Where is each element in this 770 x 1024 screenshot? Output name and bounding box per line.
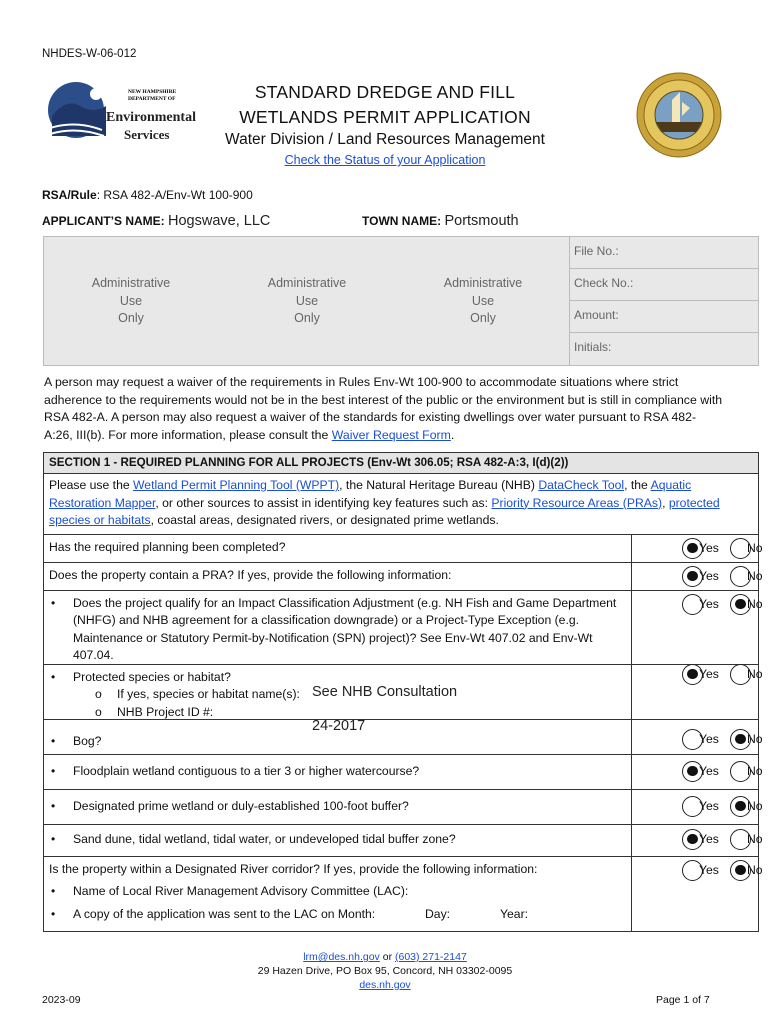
pra-link[interactable]: Priority Resource Areas (PRAs) [491, 495, 663, 510]
phone-link[interactable]: (603) 271-2147 [394, 951, 467, 963]
form-id: NHDES-W-06-012 [42, 48, 137, 60]
waiver-paragraph: A person may request a waiver of the requirements in Rules Env-Wt 100-900 to accommodate situations where strict adherence to the requirements would not be in the best interest of the public or the environment but is still in compliance with RSA 482-A. A person may also request a waiver of the standards for existing dwellings over water pursuant to RSA 482-A:26, III(b). For more information, please consult the Waiver Request Form. [44, 375, 723, 442]
yes-no-group [632, 826, 763, 856]
no-label: No [747, 763, 763, 778]
bullet: • [51, 669, 56, 684]
check-status-link[interactable]: Check the Status of your Application [284, 153, 486, 167]
question-text: Is the property within a Designated River corridor? If yes, provide the following information: [49, 861, 538, 876]
file-no-field: File No.: [570, 237, 759, 269]
website-link[interactable]: des.nh.gov [359, 979, 411, 991]
rsa-label: RSA/Rule [42, 188, 97, 202]
town-name-field[interactable]: Portsmouth [444, 213, 519, 229]
admin-cell-2: Administrative Use Only [267, 276, 347, 325]
sub-bullet: o [95, 687, 102, 701]
question-row [44, 665, 763, 720]
yes-label: Yes [699, 568, 719, 583]
question-text: Bog? [73, 733, 102, 748]
yes-no-group [632, 591, 763, 664]
yes-no-group [632, 535, 763, 562]
footer-address: 29 Hazen Drive, PO Box 95, Concord, NH 03302-0095 [257, 965, 513, 977]
revision-date: 2023-09 [42, 994, 81, 1006]
logo-line4: Services [124, 127, 170, 142]
fee-column [569, 237, 759, 365]
question-row [44, 535, 763, 563]
yes-label: Yes [699, 862, 719, 877]
bullet: • [51, 831, 56, 846]
email-link[interactable]: lrm@des.nh.gov [303, 951, 380, 963]
section-1 [43, 452, 763, 932]
question-row [44, 591, 763, 665]
question-row [44, 755, 763, 790]
yes-label: Yes [699, 666, 719, 681]
question-row [44, 825, 763, 857]
yes-no-group [632, 857, 763, 931]
nhb-project-id-field[interactable]: 24-2017 [312, 717, 366, 734]
town-label: TOWN NAME: [362, 214, 442, 228]
bullet: • [51, 798, 56, 813]
wppt-link[interactable]: Wetland Permit Planning Tool (WPPT) [133, 478, 340, 492]
logo-line2: DEPARTMENT OF [128, 96, 176, 102]
no-label: No [747, 798, 763, 813]
admin-cell-1: Administrative Use Only [91, 276, 171, 325]
section-1-heading: SECTION 1 - REQUIRED PLANNING FOR ALL PROJECTS (Env-Wt 306.05; RSA 482-A:3, I(d)(2)) [44, 453, 758, 474]
yes-no-group [632, 563, 763, 590]
question-text: Does the property contain a PRA? If yes, provide the following information: [44, 563, 632, 590]
lac-year-label: Year: [500, 906, 529, 921]
page-number: Page 1 of 7 [656, 994, 710, 1006]
amount-field: Amount: [570, 301, 759, 333]
title-line2: WETLANDS PERMIT APPLICATION [239, 107, 531, 127]
no-label: No [747, 596, 763, 611]
applicant-label: APPLICANT’S NAME: [42, 214, 165, 228]
question-row [44, 563, 763, 591]
question-text: Has the required planning been completed? [44, 535, 632, 562]
question-text: Does the project qualify for an Impact Classification Adjustment (e.g. NH Fish and Game Department (NHFG) and NHB agreement for a classification downgrade) or a Project-Type Exception (e.g. Maintenance or Statutory Permit-by-Notification (SPN) project)? See Env-Wt 407.02 and Env-Wt 407.04. [73, 595, 617, 662]
applicant-name-row [42, 213, 270, 229]
yes-no-group [632, 758, 763, 789]
question-row [44, 790, 763, 825]
bullet: • [51, 733, 56, 748]
waiver-request-link[interactable]: Waiver Request Form [331, 427, 451, 442]
yes-no-group [632, 726, 763, 754]
sub-bullet: o [95, 704, 102, 719]
lac-day-label: Day: [425, 906, 451, 921]
yes-label: Yes [699, 540, 719, 555]
section-1-description: Please use the Wetland Permit Planning Tool (WPPT), the Natural Heritage Bureau (NHB) DataCheck Tool, the Aquatic Restoration Mapper, or other sources to assist in identifying key features such as: Priority Resource Areas (PRAs), protected species or habitats, coastal areas, designated rivers, or designated prime wetlands. [44, 474, 758, 535]
check-no-field: Check No.: [570, 269, 759, 301]
yes-no-group [632, 793, 763, 824]
yes-label: Yes [699, 596, 719, 611]
applicant-name-field[interactable]: Hogswave, LLC [168, 213, 271, 229]
species-label: If yes, species or habitat name(s): [117, 687, 300, 701]
protected-species-link[interactable]: protected species or habitats [49, 495, 720, 527]
bullet: • [51, 595, 56, 610]
admin-use-box [43, 236, 759, 366]
yes-label: Yes [699, 731, 719, 746]
question-text: Designated prime wetland or duly-established 100-foot buffer? [73, 798, 409, 813]
question-text: Protected species or habitat? [73, 669, 231, 684]
question-text: Sand dune, tidal wetland, tidal water, or undeveloped tidal buffer zone? [73, 831, 456, 846]
yes-label: Yes [699, 831, 719, 846]
bullet: • [51, 906, 56, 921]
logo-line1: NEW HAMPSHIRE [128, 89, 177, 95]
footer-contact: lrm@des.nh.gov or (603) 271-2147 [303, 951, 467, 963]
subtitle: Water Division / Land Resources Management [225, 131, 545, 148]
no-label: No [747, 666, 763, 681]
yes-label: Yes [699, 763, 719, 778]
aquatic-mapper-link[interactable]: Aquatic Restoration Mapper [49, 478, 692, 510]
no-label: No [747, 540, 763, 555]
question-row [44, 857, 763, 931]
yes-no-group [632, 661, 763, 719]
initials-field: Initials: [574, 340, 612, 354]
lac-copy-label: A copy of the application was sent to the LAC on Month: [73, 906, 376, 921]
lac-name-label: Name of Local River Management Advisory Committee (LAC): [73, 883, 409, 898]
town-name-row [362, 213, 519, 229]
title-line1: STANDARD DREDGE AND FILL [254, 82, 516, 102]
rsa-value: : RSA 482-A/Env-Wt 100-900 [96, 188, 253, 202]
no-label: No [747, 568, 763, 583]
rsa-rule [42, 188, 253, 202]
species-name-field[interactable]: See NHB Consultation [312, 683, 458, 700]
datacheck-link[interactable]: DataCheck Tool [538, 478, 625, 492]
yes-label: Yes [699, 798, 719, 813]
logo-line3: Environmental [106, 110, 196, 125]
no-label: No [747, 731, 763, 746]
nhb-id-label: NHB Project ID #: [117, 704, 214, 719]
admin-cell-3: Administrative Use Only [443, 276, 523, 325]
no-label: No [747, 862, 763, 877]
question-text: Floodplain wetland contiguous to a tier 3 or higher watercourse? [73, 763, 420, 778]
bullet: • [51, 883, 56, 898]
question-row [44, 717, 763, 755]
bullet: • [51, 763, 56, 778]
no-label: No [747, 831, 763, 846]
